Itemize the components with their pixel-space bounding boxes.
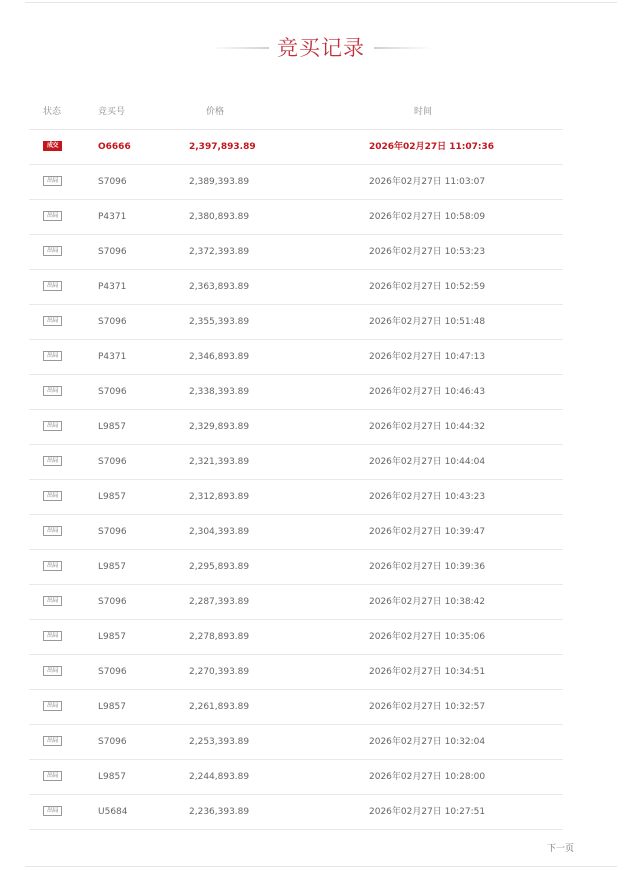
table-row xyxy=(29,550,563,585)
table-row xyxy=(29,480,563,515)
bid-number-cell: P4371 xyxy=(98,282,127,292)
time-cell: 2026年02月27日 10:58:09 xyxy=(369,212,486,222)
status-badge: 出局 xyxy=(43,771,62,781)
bid-number-cell: P4371 xyxy=(98,352,127,362)
header-status: 状态 xyxy=(43,107,62,117)
price-cell: 2,278,893.89 xyxy=(189,632,250,642)
status-cell xyxy=(43,760,62,795)
table-row xyxy=(29,620,563,655)
bid-number-cell: S7096 xyxy=(98,667,127,677)
status-cell xyxy=(43,305,62,340)
table-row xyxy=(29,445,563,480)
bid-number-cell: O6666 xyxy=(98,142,131,152)
table-row xyxy=(29,165,563,200)
time-cell: 2026年02月27日 10:52:59 xyxy=(369,282,486,292)
time-cell: 2026年02月27日 10:28:00 xyxy=(369,772,486,782)
bid-number-cell: L9857 xyxy=(98,772,126,782)
time-cell: 2026年02月27日 10:53:23 xyxy=(369,247,486,257)
bid-number-cell: S7096 xyxy=(98,597,127,607)
time-cell: 2026年02月27日 10:34:51 xyxy=(369,667,486,677)
bid-number-cell: S7096 xyxy=(98,737,127,747)
status-cell xyxy=(43,690,62,725)
bid-number-cell: S7096 xyxy=(98,527,127,537)
table-header-row xyxy=(29,94,563,130)
next-page-link[interactable]: 下一页 xyxy=(547,844,575,854)
status-badge: 出局 xyxy=(43,491,62,501)
table-row xyxy=(29,410,563,445)
table-row xyxy=(29,235,563,270)
price-cell: 2,389,393.89 xyxy=(189,177,250,187)
table-row xyxy=(29,795,563,830)
status-badge: 出局 xyxy=(43,316,62,326)
table-row xyxy=(29,200,563,235)
status-cell xyxy=(43,340,62,375)
bid-number-cell: S7096 xyxy=(98,317,127,327)
price-cell: 2,338,393.89 xyxy=(189,387,250,397)
status-badge: 出局 xyxy=(43,561,62,571)
status-cell xyxy=(43,410,62,445)
price-cell: 2,346,893.89 xyxy=(189,352,250,362)
status-badge: 出局 xyxy=(43,176,62,186)
time-cell: 2026年02月27日 10:47:13 xyxy=(369,352,486,362)
bid-number-cell: S7096 xyxy=(98,387,127,397)
time-cell: 2026年02月27日 10:35:06 xyxy=(369,632,486,642)
time-cell: 2026年02月27日 11:07:36 xyxy=(369,142,495,152)
bid-number-cell: S7096 xyxy=(98,247,127,257)
price-cell: 2,287,393.89 xyxy=(189,597,250,607)
time-cell: 2026年02月27日 10:43:23 xyxy=(369,492,486,502)
price-cell: 2,295,893.89 xyxy=(189,562,250,572)
status-badge: 出局 xyxy=(43,666,62,676)
time-cell: 2026年02月27日 10:32:57 xyxy=(369,702,486,712)
price-cell: 2,304,393.89 xyxy=(189,527,250,537)
time-cell: 2026年02月27日 10:46:43 xyxy=(369,387,486,397)
title-decor-line-right xyxy=(374,47,432,49)
status-cell xyxy=(43,795,62,830)
price-cell: 2,253,393.89 xyxy=(189,737,250,747)
price-cell: 2,329,893.89 xyxy=(189,422,250,432)
table-row xyxy=(29,375,563,410)
time-cell: 2026年02月27日 10:51:48 xyxy=(369,317,486,327)
time-cell: 2026年02月27日 10:38:42 xyxy=(369,597,486,607)
status-badge: 出局 xyxy=(43,351,62,361)
bid-number-cell: L9857 xyxy=(98,492,126,502)
status-cell xyxy=(43,655,62,690)
bid-number-cell: L9857 xyxy=(98,422,126,432)
status-badge: 出局 xyxy=(43,281,62,291)
status-cell xyxy=(43,515,62,550)
status-cell xyxy=(43,130,62,165)
status-cell xyxy=(43,200,62,235)
header-price: 价格 xyxy=(206,107,225,117)
table-row xyxy=(29,655,563,690)
price-cell: 2,312,893.89 xyxy=(189,492,250,502)
table-row xyxy=(29,340,563,375)
status-cell xyxy=(43,270,62,305)
header-time: 时间 xyxy=(414,107,433,117)
status-badge: 成交 xyxy=(43,141,62,151)
bid-number-cell: S7096 xyxy=(98,457,127,467)
price-cell: 2,244,893.89 xyxy=(189,772,250,782)
status-badge: 出局 xyxy=(43,456,62,466)
status-cell xyxy=(43,725,62,760)
status-cell xyxy=(43,445,62,480)
page-title: 竞买记录 xyxy=(277,36,365,60)
time-cell: 2026年02月27日 10:27:51 xyxy=(369,807,486,817)
status-badge: 出局 xyxy=(43,806,62,816)
status-badge: 出局 xyxy=(43,701,62,711)
section-header xyxy=(25,33,617,63)
status-badge: 出局 xyxy=(43,211,62,221)
bid-record-table xyxy=(29,94,563,830)
time-cell: 2026年02月27日 11:03:07 xyxy=(369,177,486,187)
status-badge: 出局 xyxy=(43,596,62,606)
status-cell xyxy=(43,585,62,620)
status-badge: 出局 xyxy=(43,246,62,256)
status-cell xyxy=(43,235,62,270)
price-cell: 2,355,393.89 xyxy=(189,317,250,327)
time-cell: 2026年02月27日 10:44:04 xyxy=(369,457,486,467)
price-cell: 2,397,893.89 xyxy=(189,142,256,152)
status-cell xyxy=(43,550,62,585)
table-row xyxy=(29,515,563,550)
status-cell xyxy=(43,480,62,515)
status-badge: 出局 xyxy=(43,631,62,641)
bid-number-cell: L9857 xyxy=(98,562,126,572)
table-row xyxy=(29,690,563,725)
bid-number-cell: L9857 xyxy=(98,632,126,642)
status-cell xyxy=(43,165,62,200)
table-row xyxy=(29,270,563,305)
bid-number-cell: U5684 xyxy=(98,807,128,817)
bid-number-cell: S7096 xyxy=(98,177,127,187)
table-row xyxy=(29,305,563,340)
table-row xyxy=(29,760,563,795)
price-cell: 2,321,393.89 xyxy=(189,457,250,467)
status-badge: 出局 xyxy=(43,386,62,396)
bid-number-cell: P4371 xyxy=(98,212,127,222)
status-badge: 出局 xyxy=(43,526,62,536)
bid-number-cell: L9857 xyxy=(98,702,126,712)
price-cell: 2,236,393.89 xyxy=(189,807,250,817)
price-cell: 2,270,393.89 xyxy=(189,667,250,677)
price-cell: 2,363,893.89 xyxy=(189,282,250,292)
table-body xyxy=(29,130,563,830)
header-bid-number: 竞买号 xyxy=(98,107,126,117)
status-cell xyxy=(43,620,62,655)
time-cell: 2026年02月27日 10:39:47 xyxy=(369,527,486,537)
time-cell: 2026年02月27日 10:39:36 xyxy=(369,562,486,572)
table-row xyxy=(29,725,563,760)
price-cell: 2,372,393.89 xyxy=(189,247,250,257)
status-badge: 出局 xyxy=(43,421,62,431)
table-row xyxy=(29,585,563,620)
table-row xyxy=(29,130,563,165)
status-cell xyxy=(43,375,62,410)
time-cell: 2026年02月27日 10:32:04 xyxy=(369,737,486,747)
status-badge: 出局 xyxy=(43,736,62,746)
time-cell: 2026年02月27日 10:44:32 xyxy=(369,422,486,432)
price-cell: 2,261,893.89 xyxy=(189,702,250,712)
price-cell: 2,380,893.89 xyxy=(189,212,250,222)
